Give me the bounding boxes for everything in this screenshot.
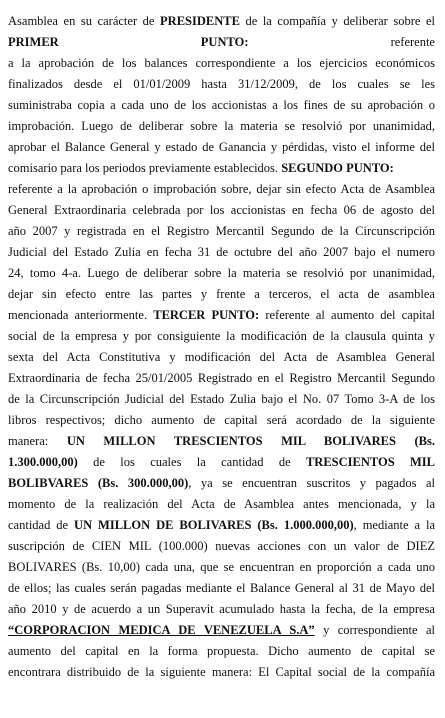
text-line bbox=[8, 536, 435, 557]
text-line bbox=[8, 662, 435, 683]
text-line bbox=[8, 620, 435, 641]
text-run: suscripción de CIEN MIL (100.000) nuevas acciones con un valor de DIEZ bbox=[8, 539, 435, 553]
text-line bbox=[8, 221, 435, 242]
bold-text-run: UN MILLON DE BOLIVARES (Bs. 1.000.000,00) bbox=[74, 518, 354, 532]
text-run: aumento del capital en la forma propuesta. Dicho aumento de capital se bbox=[8, 644, 435, 658]
text-run: referente al aumento del capital bbox=[259, 308, 435, 322]
text-run: comisario para los periodos previamente establecidos. bbox=[8, 161, 282, 175]
bold-text-run: SEGUNDO PUNTO: bbox=[281, 161, 394, 175]
text-line bbox=[8, 137, 435, 158]
primer-label: PRIMER bbox=[8, 35, 59, 49]
text-run: de ellos; las cuales serán pagadas mediante el Balance General al 31 de Mayo del bbox=[8, 581, 435, 595]
text-run: a la aprobación de los balances correspondiente a los ejercicios económicos bbox=[8, 56, 435, 70]
text-line bbox=[8, 389, 435, 410]
text-run: Asamblea en su carácter de bbox=[8, 14, 161, 28]
text-run: año 2007 y registrada en el Registro Mercantil Segundo de la Circunscripción bbox=[8, 224, 435, 238]
text-run: General Extraordinaria celebrada por los accionistas en fecha 06 de agosto del bbox=[8, 203, 435, 217]
text-run: Extraordinaria de fecha 25/01/2005 Registrado en el Registro Mercantil Segundo bbox=[8, 371, 435, 385]
text-line bbox=[8, 263, 435, 284]
text-line bbox=[8, 452, 435, 473]
document-page bbox=[8, 11, 435, 683]
text-run: libros respectivos; dicho aumento de capital será acordado de la siguiente bbox=[8, 413, 435, 427]
text-run: social de la empresa y por consiguiente la modificación de la clausula quinta y bbox=[8, 329, 435, 343]
text-run: sexta del Acta Constitutiva y modificación del Acta de Asamblea General bbox=[8, 350, 435, 364]
text-line bbox=[8, 599, 435, 620]
text-run: 24, tomo 4-a. Luego de deliberar sobre la materia se resolvió por unanimidad, bbox=[8, 266, 435, 280]
text-run: , mediante a la bbox=[353, 518, 435, 532]
text-line bbox=[8, 74, 435, 95]
text-line bbox=[8, 305, 435, 326]
text-line-primer-punto bbox=[8, 32, 435, 53]
bold-text-run: TERCER PUNTO: bbox=[153, 308, 260, 322]
text-run: mencionada anteriormente. bbox=[8, 308, 154, 322]
text-line bbox=[8, 473, 435, 494]
bold-text-run: PRESIDENTE bbox=[160, 14, 240, 28]
text-run: , ya se encuentran suscritos y pagados al bbox=[188, 476, 435, 490]
text-run: BOLIVARES (Bs. 10,00) cada una, que se encuentran en proporción a cada uno bbox=[8, 560, 435, 574]
text-run: aprobar el Balance General y estado de Ganancia y pérdidas, visto el informe del bbox=[8, 140, 435, 154]
text-line bbox=[8, 347, 435, 368]
text-line bbox=[8, 53, 435, 74]
text-run: cantidad de bbox=[8, 518, 75, 532]
bold-text-run: UN MILLON TRESCIENTOS MIL BOLIVARES (Bs. bbox=[66, 434, 435, 448]
text-run: dejar sin efecto entre las partes y frente a terceros, el acta de asamblea bbox=[8, 287, 435, 301]
text-run: de los cuales la cantidad de bbox=[77, 455, 306, 469]
text-run: manera: bbox=[8, 434, 67, 448]
text-line bbox=[8, 557, 435, 578]
text-line bbox=[8, 284, 435, 305]
bold-text-run: “CORPORACION MEDICA DE VENEZUELA S.A” bbox=[8, 623, 315, 637]
text-line bbox=[8, 179, 435, 200]
text-line bbox=[8, 578, 435, 599]
text-line bbox=[8, 641, 435, 662]
bold-text-run: TRESCIENTOS MIL bbox=[305, 455, 435, 469]
text-run: año 2010 y de acuerdo a un Superavit acumulado hasta la fecha, de la empresa bbox=[8, 602, 435, 616]
text-line bbox=[8, 242, 435, 263]
text-line bbox=[8, 515, 435, 536]
text-run: finalizados desde el 01/01/2009 hasta 31/12/2009, de los cuales se les bbox=[8, 77, 435, 91]
text-line bbox=[8, 95, 435, 116]
text-run: de la Circunscripción Judicial del Estado Zulia bajo el No. 07 Tomo 3-A de los bbox=[8, 392, 435, 406]
text-run: de la compañía y deliberar sobre el bbox=[239, 14, 436, 28]
text-run: suministraba copia a cada uno de los accionistas a los fines de su aprobación o bbox=[8, 98, 435, 112]
text-line bbox=[8, 494, 435, 515]
text-run: Judicial del Estado Zulia en fecha 31 de octubre del año 2007 bajo el numero bbox=[8, 245, 435, 259]
text-line bbox=[8, 11, 435, 32]
bold-text-run: 1.300.000,00) bbox=[8, 455, 78, 469]
text-run: momento de la realización del Acta de Asamblea antes mencionada, y la bbox=[8, 497, 435, 511]
text-line bbox=[8, 410, 435, 431]
text-run: improbación. Luego de deliberar sobre la materia se resolvió por unanimidad, bbox=[8, 119, 435, 133]
text-line bbox=[8, 116, 435, 137]
text-run: referente a la aprobación o improbación sobre, dejar sin efecto Acta de Asamblea bbox=[8, 182, 435, 196]
text-line bbox=[8, 431, 435, 452]
text-line bbox=[8, 158, 435, 179]
bold-text-run: BOLIBVARES (Bs. 300.000,00) bbox=[8, 476, 189, 490]
punto-label: PUNTO: bbox=[200, 35, 249, 49]
text-line bbox=[8, 200, 435, 221]
text-run: encontrara distribuido de la siguiente manera: El Capital social de la compañía bbox=[8, 665, 435, 679]
text-run: y correspondiente al bbox=[314, 623, 435, 637]
text-line bbox=[8, 368, 435, 389]
text-line bbox=[8, 326, 435, 347]
referente-label: referente bbox=[390, 35, 435, 49]
